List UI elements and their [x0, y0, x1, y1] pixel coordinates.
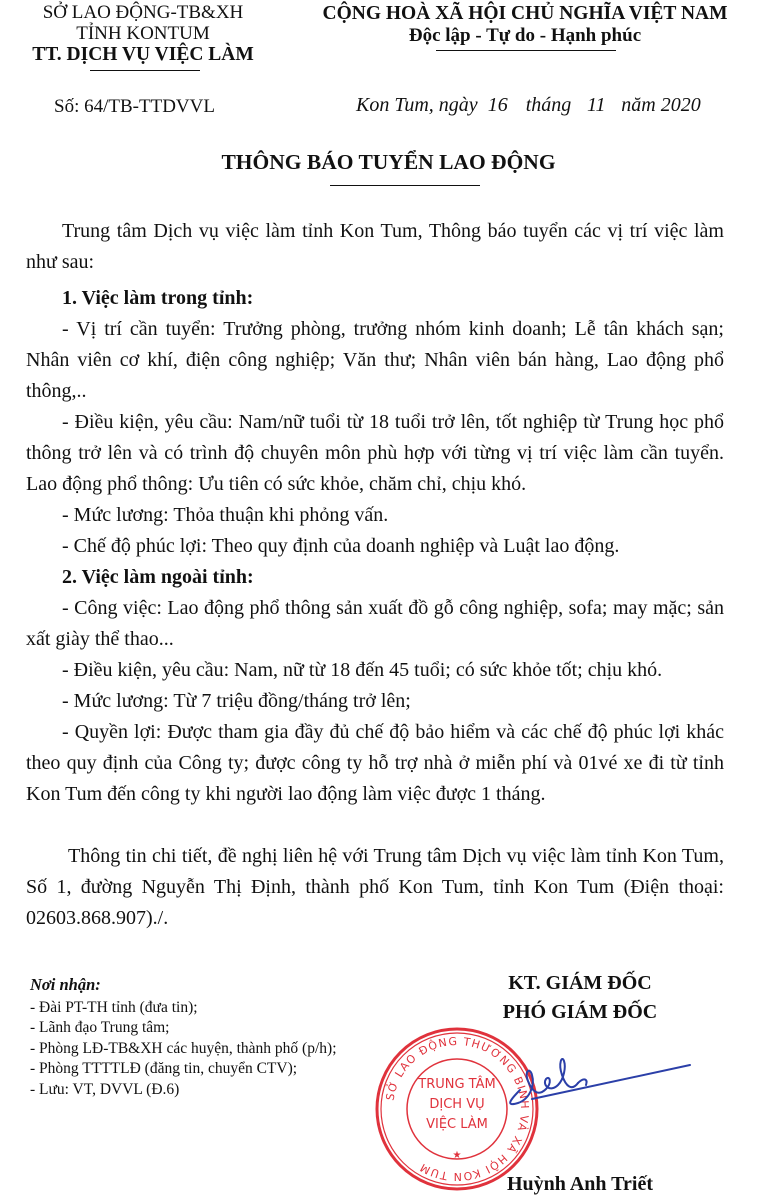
section1-heading: 1. Việc làm trong tỉnh:	[62, 287, 254, 309]
section2-item: - Điều kiện, yêu cầu: Nam, nữ từ 18 đến 45 tuổi; có sức khỏe tốt; chịu khó.	[62, 659, 663, 681]
section1-item: - Vị trí cần tuyển: Trưởng phòng, trưởng nhóm kinh doanh; Lễ tân khách sạn; Nhân viên cơ khí, điện công nghiệp; Văn thư; Nhân viên bán hàng, Lao động phổ thông,..	[26, 318, 724, 402]
header-right-underline	[436, 50, 616, 51]
header-province: TỈNH KONTUM	[76, 23, 210, 44]
date-year: 2020	[660, 94, 701, 116]
section1-item: - Chế độ phúc lợi: Theo quy định của doanh nghiệp và Luật lao động.	[62, 535, 620, 557]
recipient-item: - Phòng TTTTLĐ (đăng tin, chuyển CTV);	[30, 1060, 298, 1077]
document-date	[356, 94, 701, 117]
recipient-item: - Lãnh đạo Trung tâm;	[30, 1019, 170, 1036]
svg-text:DỊCH VỤ: DỊCH VỤ	[429, 1097, 485, 1112]
national-motto: Độc lập - Tự do - Hạnh phúc	[408, 25, 642, 46]
signature-role-1: KT. GIÁM ĐỐC	[508, 972, 652, 994]
national-title: CỘNG HOÀ XÃ HỘI CHỦ NGHĨA VIỆT NAM	[322, 3, 728, 24]
header-organization: TT. DỊCH VỤ VIỆC LÀM	[32, 44, 254, 65]
title-underline	[330, 185, 480, 186]
section2-heading: 2. Việc làm ngoài tỉnh:	[62, 566, 254, 588]
intro-paragraph: Trung tâm Dịch vụ việc làm tỉnh Kon Tum, Thông báo tuyển các vị trí việc làm như sau:	[26, 220, 724, 273]
date-year-label: năm	[621, 94, 656, 116]
section1-item: - Mức lương: Thỏa thuận khi phỏng vấn.	[62, 504, 389, 526]
section2-item: - Công việc: Lao động phổ thông sản xuất đồ gỗ công nghiệp, sofa; may mặc; sản xất giày thể thao...	[26, 597, 724, 650]
document-body	[26, 216, 724, 934]
signer-name: Huỳnh Anh Triết	[507, 1173, 653, 1195]
section2-item: - Quyền lợi: Được tham gia đầy đủ chế độ bảo hiểm và các chế độ phúc lợi khác theo quy định của Công ty; được công ty hỗ trợ nhà ở miễn phí và 01vé xe đi từ tỉnh Kon Tum đến công ty khi người lao động làm việc được 1 tháng.	[26, 721, 724, 805]
signature-role-2: PHÓ GIÁM ĐỐC	[502, 1001, 658, 1023]
recipient-item: - Phòng LĐ-TB&XH các huyện, thành phố (p/h);	[30, 1039, 337, 1057]
date-month: 11	[586, 94, 606, 116]
svg-text:VIỆC LÀM: VIỆC LÀM	[426, 1117, 488, 1132]
header-left-underline	[90, 70, 200, 71]
document-title: THÔNG BÁO TUYỂN LAO ĐỘNG	[221, 150, 556, 174]
handwritten-signature	[480, 1045, 700, 1125]
date-month-label: tháng	[525, 94, 572, 116]
recipients-block	[30, 975, 337, 1100]
recipient-item: - Lưu: VT, DVVL (Đ.6)	[30, 1080, 180, 1098]
recipients-label: Nơi nhận:	[30, 975, 101, 994]
date-day: 16	[487, 94, 508, 116]
section2-item: - Mức lương: Từ 7 triệu đồng/tháng trở lên;	[62, 690, 411, 712]
date-place: Kon Tum, ngày	[356, 94, 478, 116]
document-number: Số: 64/TB-TTDVVL	[54, 96, 215, 117]
recipient-item: - Đài PT-TH tỉnh (đưa tin);	[30, 998, 198, 1016]
svg-text:SỞ LAO ĐỘNG THƯƠNG BINH VÀ XÃ: SỞ LAO ĐỘNG THƯƠNG BINH VÀ XÃ HỘI KON TUM	[383, 1034, 532, 1184]
svg-text:TRUNG TÂM: TRUNG TÂM	[418, 1077, 496, 1092]
section1-item: - Điều kiện, yêu cầu: Nam/nữ tuổi từ 18 tuổi trở lên, tốt nghiệp từ Trung học phổ thông trở lên và có trình độ chuyên môn phù hợp với từng vị trí việc làm cần tuyển. Lao động phổ thông: Ưu tiên có sức khỏe, chăm chỉ, chịu khó.	[26, 411, 724, 495]
svg-text:★: ★	[452, 1150, 462, 1161]
header-ministry: SỞ LAO ĐỘNG-TB&XH	[42, 2, 244, 23]
contact-paragraph: Thông tin chi tiết, đề nghị liên hệ với Trung tâm Dịch vụ việc làm tỉnh Kon Tum, Số 1, đường Nguyễn Thị Định, thành phố Kon Tum, tỉnh Kon Tum (Điện thoại: 02603.868.907)./.	[26, 845, 724, 929]
